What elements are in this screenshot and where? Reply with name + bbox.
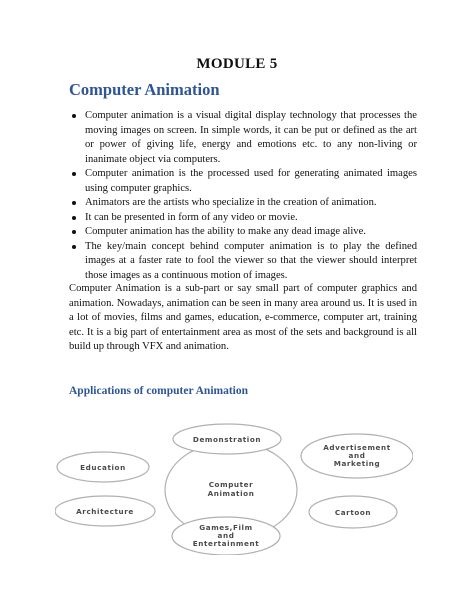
bullet-list	[69, 109, 417, 283]
bullet-item: It can be presented in form of any video or movie.	[69, 211, 417, 226]
label-cartoon: Cartoon	[334, 508, 372, 517]
applications-heading: Applications of computer Animation	[69, 385, 249, 397]
bullet-item: Computer animation has the ability to make any dead image alive.	[69, 225, 417, 240]
bullet-item: Computer animation is a visual digital display technology that processes the moving images on screen. In simple words, it can be put or defined as the art or power of giving life, energy and emotions etc. to any non-living or inanimate object via computers.	[69, 109, 417, 167]
label-education: Education	[80, 463, 126, 472]
center-label: Computer Animation	[207, 480, 255, 498]
label-architecture: Architecture	[76, 507, 134, 516]
bullet-item: Computer animation is the processed used for generating animated images using computer graphics.	[69, 167, 417, 196]
label-advertisement: Advertisement and Marketing	[323, 443, 391, 468]
label-games: Games,Film and Entertainment	[192, 523, 260, 548]
label-demonstration: Demonstration	[192, 435, 262, 444]
section-title: Computer Animation	[69, 80, 220, 99]
applications-diagram	[55, 420, 413, 555]
module-title: MODULE 5	[196, 56, 278, 72]
body-paragraph: Computer Animation is a sub-part or say small part of computer graphics and animation. Nowadays, animation can be seen in many area around us. It is used in a lot of movies, films and games, education, e-commerce, computer art, training etc. It is a big part of entertainment area as most of the sets and background is all build up through VFX and animation.	[69, 283, 417, 352]
bullet-item: The key/main concept behind computer animation is to play the defined images at a faster rate to fool the viewer so that the viewer should interpret those images as a continuous motion of images.	[69, 240, 417, 284]
bullet-item: Animators are the artists who specialize in the creation of animation.	[69, 196, 417, 211]
